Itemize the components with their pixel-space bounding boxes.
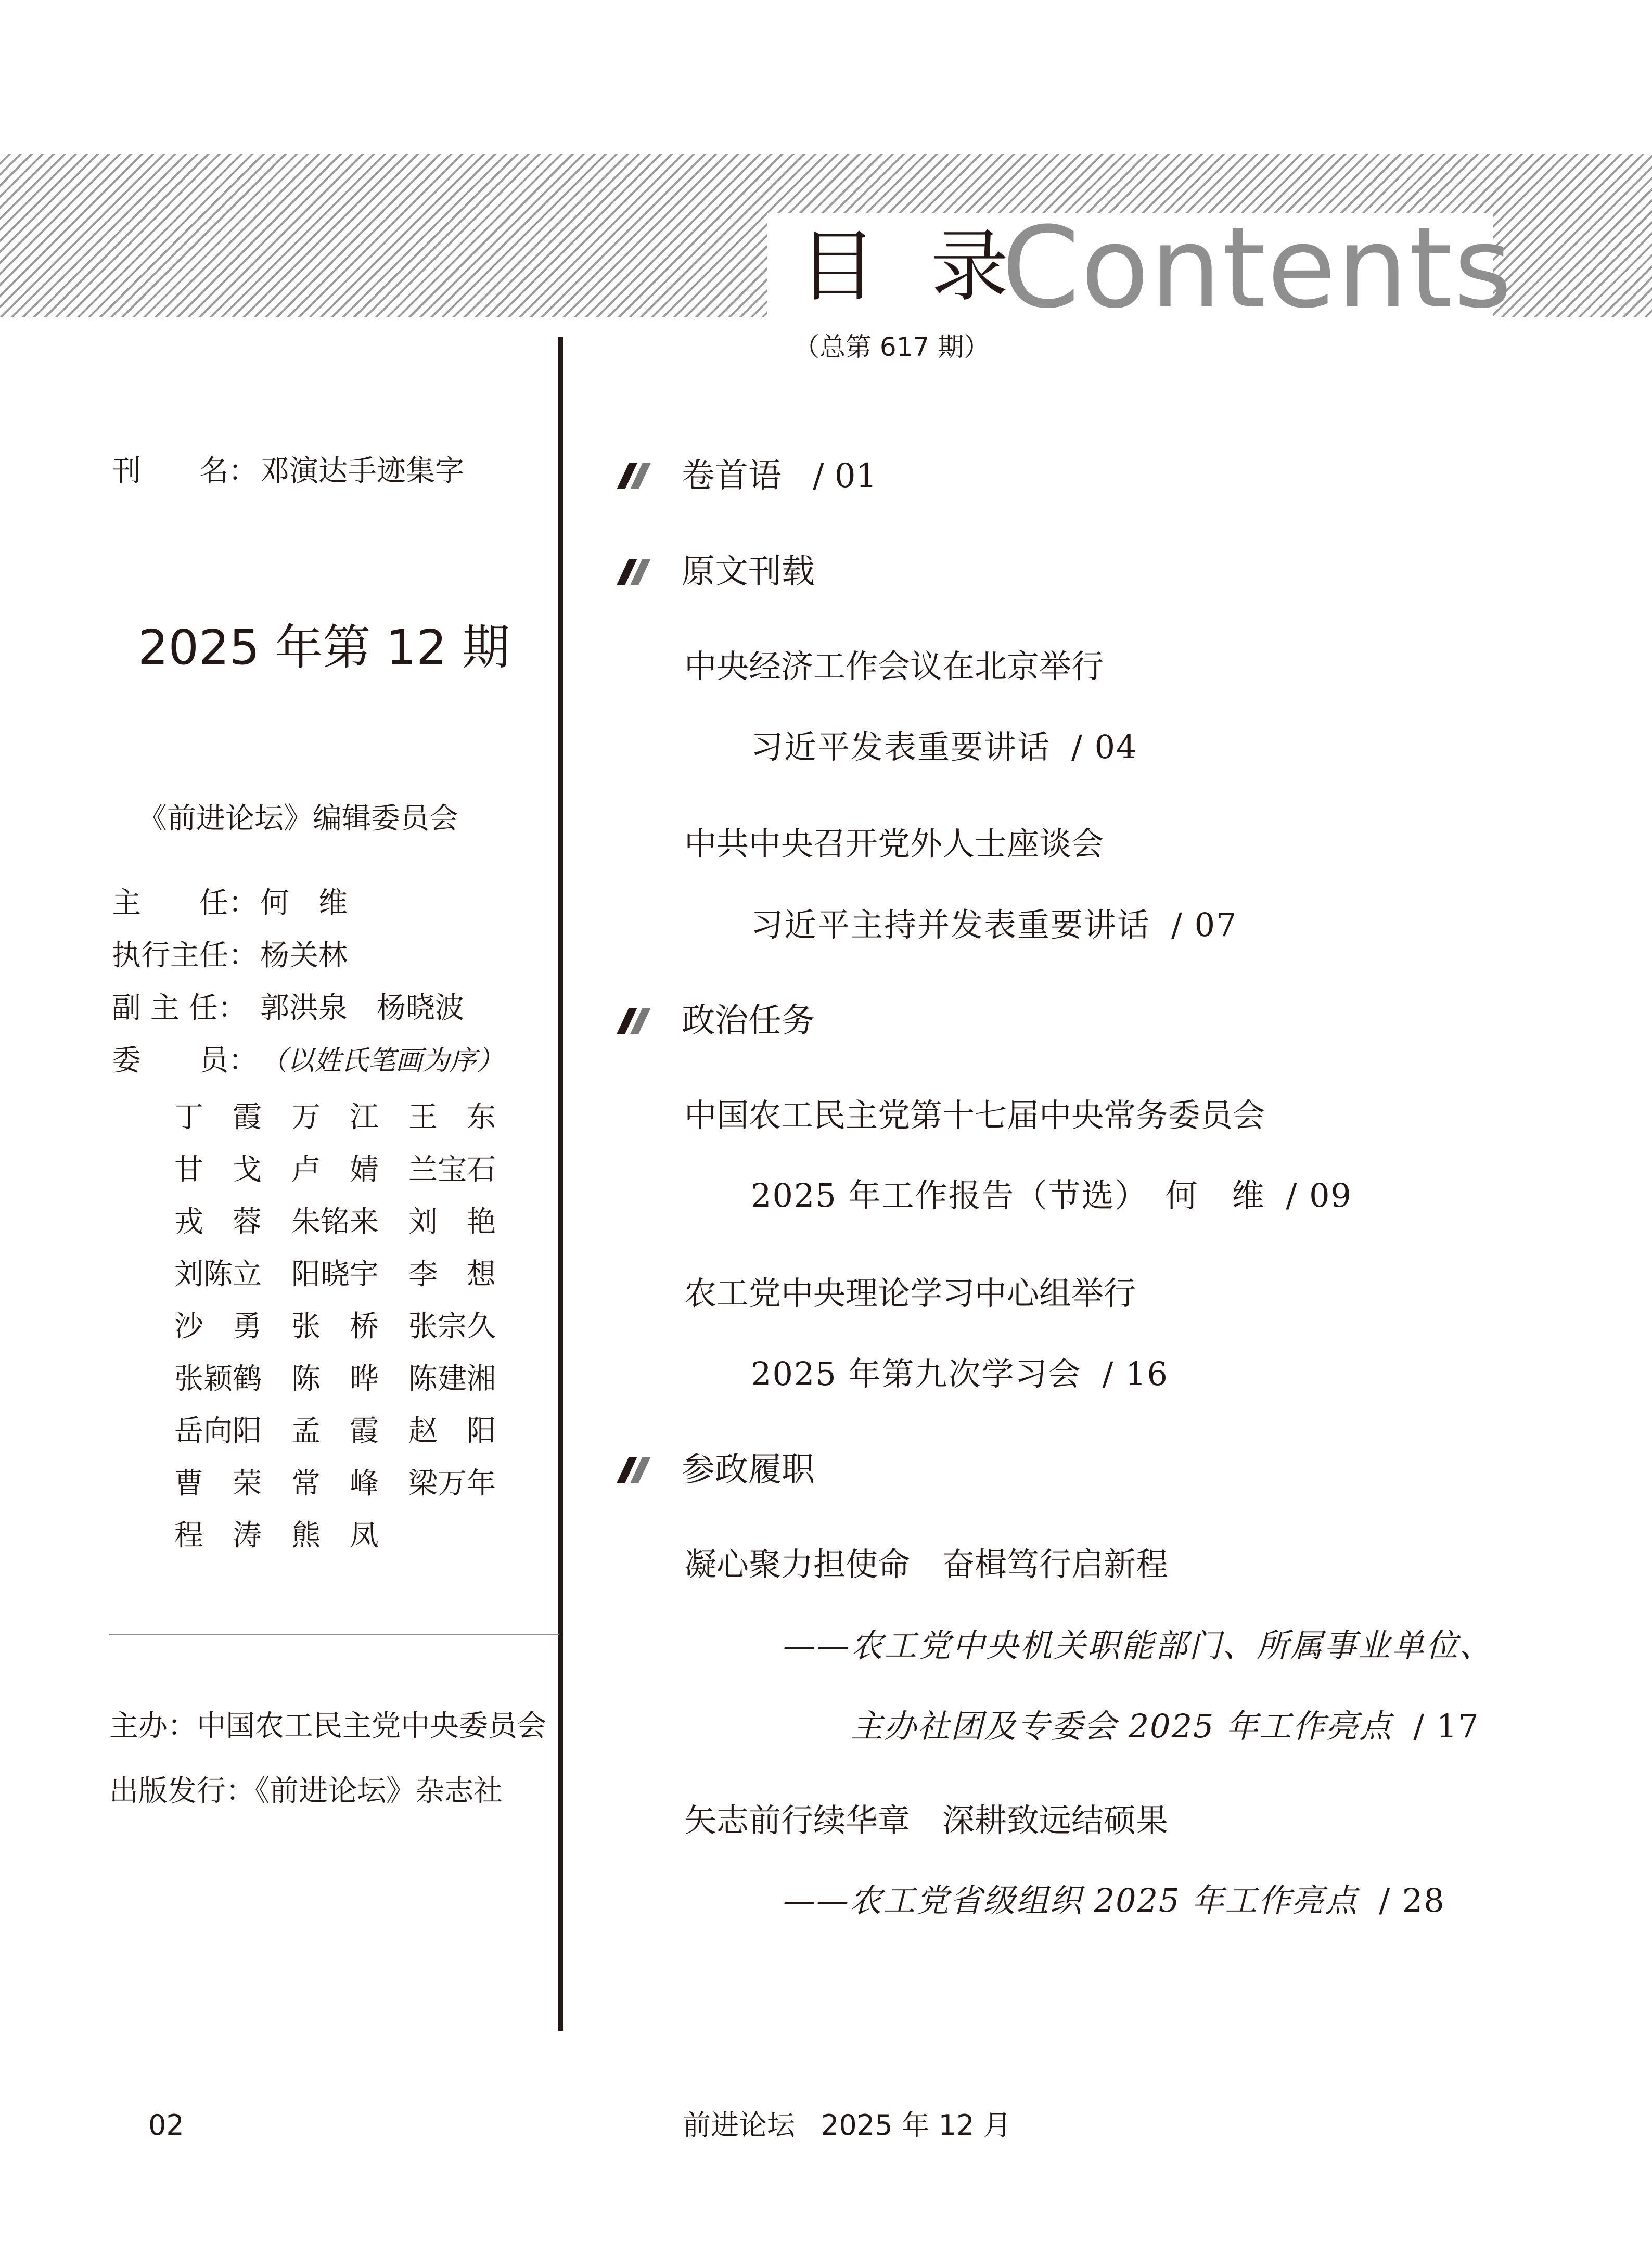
toc-section-foreword[interactable] (617, 453, 877, 499)
member-name: 刘陈立 (174, 1257, 262, 1291)
article-subtitle[interactable] (751, 1351, 1169, 1398)
section-marker-icon (617, 1008, 653, 1034)
member-name: 曹 荣 (174, 1466, 262, 1501)
masthead-label: 刊 名： (112, 454, 258, 488)
section-marker-icon (617, 1457, 653, 1483)
article-subtitle[interactable] (751, 1172, 1352, 1219)
member-name (408, 1510, 526, 1562)
article-subtitle-text: ——农工党省级组织 2025 年工作亮点 (783, 1881, 1359, 1919)
toc-section-participation[interactable] (617, 1446, 815, 1493)
section-title: 参政履职 (682, 1451, 815, 1489)
section-title: 政治任务 (682, 1002, 815, 1040)
role-label-executive-director: 执行主任： (112, 939, 258, 972)
member-row (174, 1092, 526, 1144)
section-marker-icon (617, 463, 653, 489)
member-name: 王 东 (408, 1100, 496, 1134)
member-row (174, 1405, 526, 1458)
total-issue-number: （总第 617 期） (793, 332, 990, 362)
footer-date: 2025 年 12 月 (821, 2109, 1011, 2142)
member-name: 张颖鹤 (174, 1362, 262, 1396)
role-label-deputy-director: 副 主 任： (112, 991, 247, 1025)
page-number: 02 (148, 2109, 184, 2142)
role-value-director: 何 维 (260, 886, 348, 920)
article-subtitle[interactable] (783, 1877, 1445, 1924)
member-name: 熊 凤 (291, 1519, 379, 1553)
member-row (174, 1458, 526, 1510)
left-column-rule (109, 1634, 559, 1635)
section-marker-icon (617, 559, 653, 585)
article-title[interactable]: 中共中央召开党外人士座谈会 (684, 825, 1104, 863)
member-name: 赵 阳 (408, 1414, 496, 1448)
article-title[interactable]: 农工党中央理论学习中心组举行 (684, 1274, 1136, 1312)
member-name: 戎 蓉 (174, 1205, 262, 1239)
article-subtitle[interactable] (751, 902, 1238, 949)
role-value-members-note: （以姓氏笔画为序） (260, 1045, 504, 1077)
member-row (174, 1196, 526, 1249)
article-page: / 07 (1171, 906, 1238, 944)
footer-magazine-name: 前进论坛 (683, 2109, 795, 2142)
role-value-deputy-director: 郭洪泉 杨晓波 (260, 991, 464, 1025)
article-page: / 04 (1071, 728, 1138, 766)
member-name: 卢 婧 (291, 1152, 379, 1187)
member-list (174, 1092, 526, 1562)
member-row (174, 1510, 526, 1562)
issue-number: 2025 年第 12 期 (138, 620, 510, 675)
contents-title-cn: 目 录 (799, 222, 1023, 312)
member-row (174, 1301, 526, 1353)
role-value-executive-director: 杨关林 (260, 939, 348, 972)
article-title[interactable]: 中国农工民主党第十七届中央常务委员会 (684, 1096, 1265, 1134)
sponsor-line: 主办：中国农工民主党中央委员会 (109, 1709, 546, 1743)
member-name: 孟 霞 (291, 1414, 379, 1448)
toc-section-political-tasks[interactable] (617, 997, 815, 1044)
article-subtitle-text: 习近平发表重要讲话 (751, 728, 1051, 766)
member-name: 沙 勇 (174, 1310, 262, 1343)
column-divider (558, 337, 563, 2031)
article-subtitle-text: 主办社团及专委会 2025 年工作亮点 (851, 1707, 1393, 1745)
article-subtitle-text: 2025 年工作报告（节选） 何 维 (751, 1176, 1265, 1214)
editorial-board-title: 《前进论坛》编辑委员会 (138, 802, 458, 836)
member-name: 朱铭来 (291, 1205, 379, 1239)
publisher-line: 出版发行：《前进论坛》杂志社 (109, 1774, 503, 1808)
role-label-members: 委 员： (112, 1044, 258, 1078)
section-title: 卷首语 (682, 457, 782, 495)
section-title: 原文刊载 (682, 553, 815, 591)
article-title[interactable]: 矢志前行续华章 深耕致远结硕果 (684, 1801, 1169, 1839)
masthead-value: 邓演达手迹集字 (260, 454, 464, 488)
member-name: 梁万年 (408, 1466, 496, 1501)
member-name: 兰宝石 (408, 1152, 496, 1187)
article-title[interactable]: 凝心聚力担使命 奋楫笃行启新程 (684, 1545, 1169, 1583)
member-name: 常 峰 (291, 1466, 379, 1501)
article-page: / 09 (1286, 1176, 1352, 1214)
section-page: / 01 (813, 457, 877, 495)
article-page: / 28 (1379, 1881, 1445, 1919)
member-name: 甘 戈 (174, 1152, 262, 1187)
member-name: 陈 晔 (291, 1362, 379, 1396)
member-row (174, 1353, 526, 1406)
member-name: 丁 霞 (174, 1100, 262, 1134)
article-subtitle[interactable]: ——农工党中央机关职能部门、所属事业单位、 (783, 1626, 1494, 1664)
contents-title-en: Contents (1002, 202, 1514, 333)
article-subtitle-text: 2025 年第九次学习会 (751, 1355, 1082, 1393)
member-name: 程 涛 (174, 1519, 262, 1553)
member-name: 岳向阳 (174, 1414, 262, 1448)
article-page: / 16 (1102, 1355, 1169, 1393)
member-name: 万 江 (291, 1100, 379, 1134)
member-name: 阳晓宇 (291, 1257, 379, 1291)
article-title[interactable]: 中央经济工作会议在北京举行 (684, 647, 1104, 685)
member-row (174, 1144, 526, 1197)
article-subtitle[interactable] (851, 1703, 1480, 1750)
toc-section-original-texts[interactable] (617, 548, 815, 595)
article-subtitle[interactable] (751, 724, 1138, 771)
role-label-director: 主 任： (112, 886, 258, 920)
member-name: 陈建湘 (408, 1362, 496, 1396)
member-name: 李 想 (408, 1257, 496, 1291)
member-name: 刘 艳 (408, 1205, 496, 1239)
article-subtitle-text: 习近平主持并发表重要讲话 (751, 906, 1151, 944)
member-name: 张宗久 (408, 1310, 496, 1343)
member-row (174, 1249, 526, 1301)
member-name: 张 桥 (291, 1310, 379, 1343)
article-page: / 17 (1413, 1707, 1480, 1745)
